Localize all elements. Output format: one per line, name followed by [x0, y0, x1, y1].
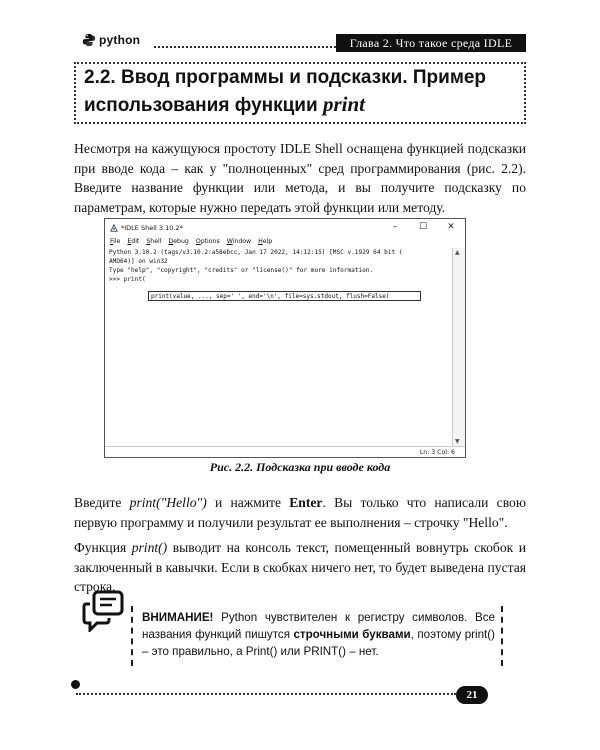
- chapter-title: Глава 2. Что такое среда IDLE: [336, 34, 526, 52]
- attention-note: [142, 609, 495, 660]
- window-menubar: [105, 236, 465, 247]
- scroll-up-icon[interactable]: ▲: [455, 249, 460, 256]
- python-logo-icon: [82, 33, 96, 47]
- brand-label: python: [99, 33, 141, 47]
- section-heading-func: print: [322, 92, 365, 116]
- print-paragraph: [74, 538, 526, 597]
- note-text-part2: , поэтому print() – это правильно, а Print() или PRINT() – нет.: [142, 628, 495, 658]
- shell-prompt-line: >>> print(: [109, 276, 146, 283]
- section-heading: [84, 64, 514, 119]
- window-controls: [381, 219, 465, 236]
- print-code: print(): [131, 540, 168, 555]
- maximize-button[interactable]: ☐: [418, 222, 428, 232]
- hello-text-pre: Введите: [74, 495, 130, 510]
- menu-file[interactable]: File: [110, 238, 121, 245]
- intro-paragraph: Несмотря на кажущуюся простоту IDLE Shell оснащена функцией подсказки при вводе кода – как у "полноценных" сред программирования (рис. 2.2). Введите название функции или метода, и вы получите подсказку по параметрам, которые нужно передать этой функции или методу.: [74, 141, 526, 215]
- window-title: *IDLE Shell 3.10.2*: [121, 223, 183, 232]
- footer-rule: [76, 693, 456, 695]
- idle-window-figure: [104, 218, 466, 458]
- scroll-down-icon[interactable]: ▼: [455, 438, 460, 445]
- hello-text-post: . Вы только что написали свою первую программу и получили результат ее выполнения – строчку "Hello".: [74, 495, 526, 530]
- shell-line: Type "help", "copyright", "credits" or "license()" for more information.: [109, 267, 374, 274]
- figure-caption: Рис. 2.2. Подсказка при вводе кода: [209, 460, 391, 474]
- calltip-popup: print(value, ..., sep=' ', end='\n', file=sys.stdout, flush=False): [148, 291, 421, 301]
- page-number: 21: [456, 686, 488, 704]
- chat-bubbles-icon: [82, 590, 126, 632]
- hello-code: print("Hello"): [129, 495, 207, 510]
- close-button[interactable]: ✕: [447, 222, 455, 232]
- enter-key: Enter: [289, 495, 323, 510]
- section-heading-text: 2.2. Ввод программы и подсказки. Пример использования функции: [84, 67, 487, 116]
- print-text-post: выводит на консоль текст, помещенный вовнутрь скобок и заключенный в кавычки. Если в скобках ничего нет, то будет выведена пустая строка.: [74, 540, 526, 594]
- window-titlebar: [105, 219, 465, 236]
- note-label: ВНИМАНИЕ!: [142, 611, 214, 624]
- note-text-part1: Python чувствителен к регистру символов. Все названия функций пишутся: [142, 611, 495, 641]
- shell-text-area[interactable]: [105, 248, 451, 446]
- hello-text-mid: и нажмите: [206, 495, 290, 510]
- hello-paragraph: [74, 493, 526, 532]
- brand-logo: [82, 32, 154, 48]
- minimize-button[interactable]: –: [392, 222, 398, 232]
- menu-debug[interactable]: Debug: [168, 238, 189, 245]
- idle-app-icon: [110, 224, 118, 232]
- vertical-scrollbar[interactable]: [452, 248, 465, 446]
- footer-dot: [71, 680, 80, 689]
- status-bar: Ln: 3 Col: 6: [105, 446, 465, 457]
- menu-help[interactable]: Help: [258, 238, 273, 245]
- menu-window[interactable]: Window: [226, 238, 252, 245]
- shell-line: AMD64)] on win32: [109, 258, 168, 265]
- menu-options[interactable]: Options: [195, 238, 220, 245]
- menu-shell[interactable]: Shell: [146, 238, 162, 245]
- shell-line: Python 3.10.2 (tags/v3.10.2:a58ebcc, Jan 17 2022, 14:12:15) [MSC v.1929 64 bit (: [109, 249, 403, 256]
- note-bold: строчными буквами: [293, 628, 411, 641]
- menu-edit[interactable]: Edit: [127, 238, 140, 245]
- print-text-pre: Функция: [74, 540, 132, 555]
- header-rule: [154, 46, 336, 48]
